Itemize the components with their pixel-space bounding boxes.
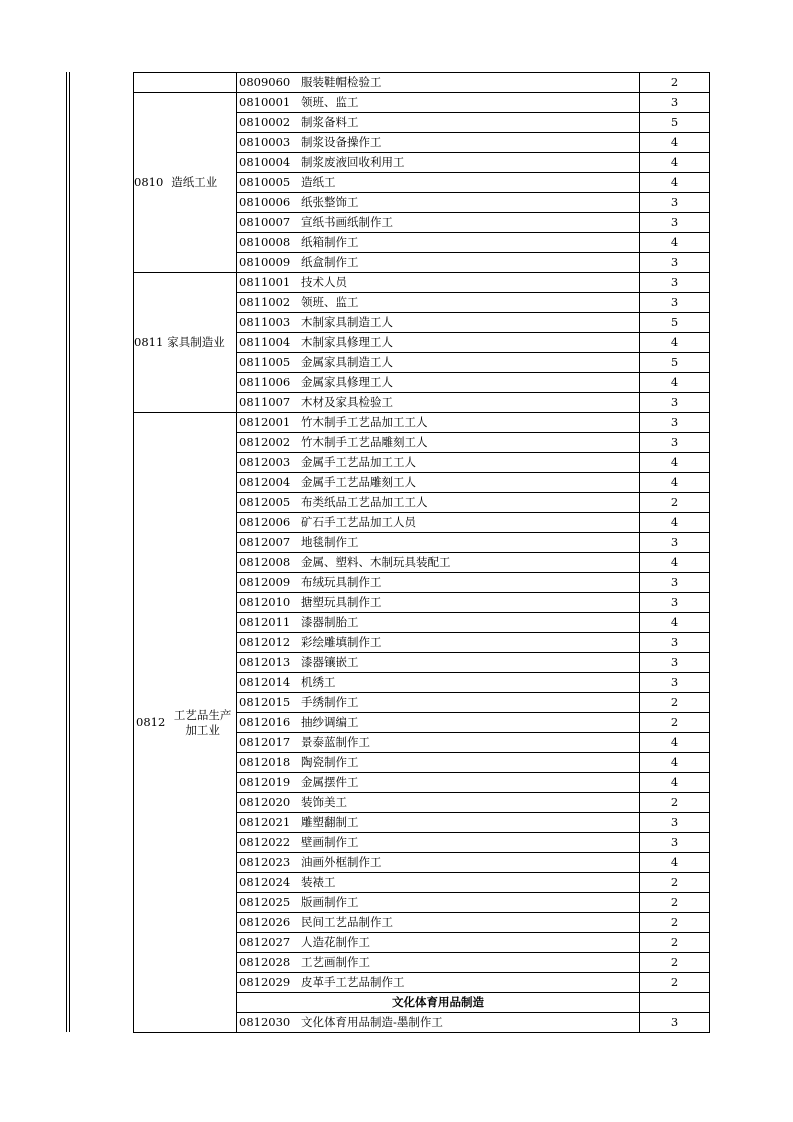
occupation-name: 漆器镶嵌工 <box>301 655 359 669</box>
occupation-code: 0812003 <box>239 455 291 469</box>
occupation-cell <box>237 593 640 613</box>
occupation-code: 0810005 <box>239 175 291 189</box>
risk-level: 4 <box>640 373 710 393</box>
occupation-cell <box>237 73 640 93</box>
left-border-outer <box>66 72 67 1032</box>
occupation-cell <box>237 673 640 693</box>
category-code: 0811 <box>134 335 164 349</box>
category-name-line1: 工艺品生产 <box>173 707 232 722</box>
occupation-name: 装饰美工 <box>301 795 347 809</box>
occupation-cell <box>237 773 640 793</box>
occupation-name: 彩绘雕填制作工 <box>301 635 382 649</box>
occupation-name: 布类纸品工艺品加工工人 <box>301 495 428 509</box>
occupation-name: 领班、监工 <box>301 295 359 309</box>
occupation-cell <box>237 493 640 513</box>
section-header: 文化体育用品制造 <box>237 993 640 1013</box>
occupation-name: 金属手工艺品雕刻工人 <box>301 475 416 489</box>
risk-level: 3 <box>640 573 710 593</box>
risk-level: 4 <box>640 153 710 173</box>
occupation-code: 0812013 <box>239 655 291 669</box>
occupation-name: 矿石手工艺品加工人员 <box>301 515 416 529</box>
occupation-code: 0812011 <box>239 615 291 629</box>
occupation-cell <box>237 133 640 153</box>
risk-level: 4 <box>640 613 710 633</box>
occupation-code: 0812030 <box>239 1015 291 1029</box>
table-row <box>134 73 710 93</box>
occupation-code: 0812020 <box>239 795 291 809</box>
occupation-name: 竹木制手工艺品加工工人 <box>301 415 428 429</box>
occupation-code: 0810002 <box>239 115 291 129</box>
occupation-code: 0812027 <box>239 935 291 949</box>
risk-level: 3 <box>640 193 710 213</box>
occupation-cell <box>237 433 640 453</box>
occupation-cell <box>237 513 640 533</box>
category-code: 0810 <box>134 175 164 189</box>
occupation-cell <box>237 973 640 993</box>
risk-level: 4 <box>640 553 710 573</box>
occupation-code: 0811004 <box>239 335 291 349</box>
occupation-cell <box>237 93 640 113</box>
risk-level: 3 <box>640 533 710 553</box>
occupation-cell <box>237 293 640 313</box>
risk-level: 3 <box>640 813 710 833</box>
occupation-cell <box>237 453 640 473</box>
occupation-cell <box>237 953 640 973</box>
occupation-cell <box>237 693 640 713</box>
risk-level: 4 <box>640 333 710 353</box>
risk-level: 4 <box>640 233 710 253</box>
risk-level: 2 <box>640 973 710 993</box>
occupation-code: 0812026 <box>239 915 291 929</box>
risk-level: 4 <box>640 453 710 473</box>
occupation-code: 0810008 <box>239 235 291 249</box>
risk-level: 3 <box>640 413 710 433</box>
risk-level: 4 <box>640 733 710 753</box>
occupation-cell <box>237 193 640 213</box>
occupation-code: 0811007 <box>239 395 291 409</box>
risk-level: 4 <box>640 173 710 193</box>
occupation-name: 手绣制作工 <box>301 695 359 709</box>
risk-level: 3 <box>640 833 710 853</box>
occupation-code: 0812008 <box>239 555 291 569</box>
occupation-code: 0810004 <box>239 155 291 169</box>
occupation-name: 搪塑玩具制作工 <box>301 595 382 609</box>
occupation-cell <box>237 613 640 633</box>
occupation-cell <box>237 153 640 173</box>
occupation-name: 金属家具制造工人 <box>301 355 393 369</box>
occupation-code: 0811003 <box>239 315 291 329</box>
occupation-code: 0810001 <box>239 95 291 109</box>
occupation-cell <box>237 113 640 133</box>
occupation-name: 抽纱调编工 <box>301 715 359 729</box>
left-border-inner <box>69 72 70 1032</box>
occupation-name: 机绣工 <box>301 675 336 689</box>
occupation-cell <box>237 233 640 253</box>
risk-level: 3 <box>640 293 710 313</box>
occupation-cell <box>237 353 640 373</box>
category-name: 家具制造业 <box>167 335 225 349</box>
occupation-cell <box>237 333 640 353</box>
risk-level: 5 <box>640 113 710 133</box>
occupation-cell <box>237 713 640 733</box>
occupation-code: 0812015 <box>239 695 291 709</box>
occupation-cell <box>237 313 640 333</box>
occupation-code: 0810009 <box>239 255 291 269</box>
category-name: 造纸工业 <box>171 175 218 189</box>
occupation-name: 壁画制作工 <box>301 835 359 849</box>
occupation-cell <box>237 833 640 853</box>
occupation-name: 景泰蓝制作工 <box>301 735 370 749</box>
risk-level: 3 <box>640 653 710 673</box>
occupation-name: 文化体育用品制造-墨制作工 <box>301 1015 443 1029</box>
occupation-code: 0812018 <box>239 755 291 769</box>
risk-level: 3 <box>640 213 710 233</box>
occupation-name: 木制家具修理工人 <box>301 335 393 349</box>
occupation-code: 0812004 <box>239 475 291 489</box>
occupation-cell <box>237 893 640 913</box>
occupation-code: 0812019 <box>239 775 291 789</box>
occupation-cell <box>237 853 640 873</box>
risk-level: 4 <box>640 133 710 153</box>
occupation-code: 0812025 <box>239 895 291 909</box>
risk-level: 2 <box>640 693 710 713</box>
occupation-name: 工艺画制作工 <box>301 955 370 969</box>
occupation-name: 金属手工艺品加工工人 <box>301 455 416 469</box>
occupation-cell <box>237 733 640 753</box>
occupation-cell <box>237 213 640 233</box>
occupation-name: 制浆废液回收利用工 <box>301 155 405 169</box>
occupation-code: 0812001 <box>239 415 291 429</box>
occupation-cell <box>237 373 640 393</box>
risk-level: 3 <box>640 1013 710 1033</box>
risk-level: 2 <box>640 713 710 733</box>
occupation-name: 地毯制作工 <box>301 535 359 549</box>
occupation-name: 制浆设备操作工 <box>301 135 382 149</box>
occupation-cell <box>237 573 640 593</box>
occupation-name: 皮革手工艺品制作工 <box>301 975 405 989</box>
occupation-name: 布绒玩具制作工 <box>301 575 382 589</box>
occupation-name: 纸张整饰工 <box>301 195 359 209</box>
empty-cell <box>640 993 710 1013</box>
occupation-code: 0812023 <box>239 855 291 869</box>
occupation-name: 版画制作工 <box>301 895 359 909</box>
occupation-cell <box>237 813 640 833</box>
risk-level: 4 <box>640 753 710 773</box>
risk-level: 3 <box>640 673 710 693</box>
occupation-code: 0811001 <box>239 275 291 289</box>
risk-level: 3 <box>640 393 710 413</box>
occupation-cell <box>237 533 640 553</box>
occupation-name: 金属、塑料、木制玩具装配工 <box>301 555 451 569</box>
table-row <box>134 93 710 113</box>
occupation-cell <box>237 653 640 673</box>
occupation-name: 木材及家具检验工 <box>301 395 393 409</box>
occupation-code: 0812017 <box>239 735 291 749</box>
occupation-code: 0810003 <box>239 135 291 149</box>
occupation-name: 雕塑翻制工 <box>301 815 359 829</box>
occupation-name: 造纸工 <box>301 175 336 189</box>
occupation-code: 0812012 <box>239 635 291 649</box>
table-row <box>134 273 710 293</box>
occupation-name: 金属家具修理工人 <box>301 375 393 389</box>
occupation-cell <box>237 413 640 433</box>
occupation-name: 技术人员 <box>301 275 347 289</box>
risk-level: 3 <box>640 633 710 653</box>
occupation-cell <box>237 793 640 813</box>
occupation-name: 服装鞋帽检验工 <box>301 75 382 89</box>
occupation-table-body <box>134 73 710 1033</box>
occupation-code: 0812007 <box>239 535 291 549</box>
risk-level: 4 <box>640 473 710 493</box>
occupation-name: 漆器制胎工 <box>301 615 359 629</box>
risk-level: 2 <box>640 873 710 893</box>
occupation-code: 0812002 <box>239 435 291 449</box>
category-code: 0812 <box>136 715 166 729</box>
risk-level: 2 <box>640 953 710 973</box>
occupation-name: 装裱工 <box>301 875 336 889</box>
risk-level: 2 <box>640 933 710 953</box>
occupation-name: 人造花制作工 <box>301 935 370 949</box>
risk-level: 3 <box>640 593 710 613</box>
risk-level: 2 <box>640 493 710 513</box>
table-row <box>134 413 710 433</box>
occupation-cell <box>237 1013 640 1033</box>
occupation-cell <box>237 473 640 493</box>
risk-level: 3 <box>640 93 710 113</box>
occupation-code: 0811002 <box>239 295 291 309</box>
occupation-code: 0812029 <box>239 975 291 989</box>
occupation-name: 金属摆件工 <box>301 775 359 789</box>
occupation-code: 0812010 <box>239 595 291 609</box>
occupation-code: 0812006 <box>239 515 291 529</box>
occupation-name: 纸箱制作工 <box>301 235 359 249</box>
category-cell-0812 <box>134 413 237 1033</box>
category-cell-0811 <box>134 273 237 413</box>
category-cell-0810 <box>134 93 237 273</box>
occupation-cell <box>237 933 640 953</box>
occupation-code: 0812024 <box>239 875 291 889</box>
occupation-code: 0812022 <box>239 835 291 849</box>
occupation-code: 0812014 <box>239 675 291 689</box>
occupation-code: 0812009 <box>239 575 291 589</box>
occupation-cell <box>237 913 640 933</box>
risk-level: 5 <box>640 353 710 373</box>
occupation-code: 0812021 <box>239 815 291 829</box>
occupation-name: 制浆备料工 <box>301 115 359 129</box>
occupation-code: 0810006 <box>239 195 291 209</box>
occupation-code: 0811006 <box>239 375 291 389</box>
category-label <box>134 413 236 1032</box>
occupation-code: 0809060 <box>239 75 291 89</box>
risk-level: 4 <box>640 853 710 873</box>
occupation-code: 0811005 <box>239 355 291 369</box>
occupation-code: 0812005 <box>239 495 291 509</box>
risk-level: 4 <box>640 773 710 793</box>
occupation-name: 领班、监工 <box>301 95 359 109</box>
occupation-code: 0812028 <box>239 955 291 969</box>
occupation-cell <box>237 393 640 413</box>
occupation-name: 纸盒制作工 <box>301 255 359 269</box>
occupation-code: 0810007 <box>239 215 291 229</box>
occupation-name: 民间工艺品制作工 <box>301 915 393 929</box>
occupation-cell <box>237 633 640 653</box>
category-name-line2: 加工业 <box>185 722 220 737</box>
occupation-table <box>133 72 710 1033</box>
risk-level: 2 <box>640 913 710 933</box>
occupation-name: 油画外框制作工 <box>301 855 382 869</box>
occupation-name: 宣纸书画纸制作工 <box>301 215 393 229</box>
risk-level: 3 <box>640 253 710 273</box>
category-name <box>165 708 236 738</box>
occupation-name: 木制家具制造工人 <box>301 315 393 329</box>
occupation-cell <box>237 173 640 193</box>
risk-level: 3 <box>640 273 710 293</box>
occupation-name: 竹木制手工艺品雕刻工人 <box>301 435 428 449</box>
risk-level: 5 <box>640 313 710 333</box>
occupation-code: 0812016 <box>239 715 291 729</box>
occupation-cell <box>237 253 640 273</box>
risk-level: 4 <box>640 513 710 533</box>
risk-level: 2 <box>640 793 710 813</box>
risk-level: 2 <box>640 73 710 93</box>
occupation-cell <box>237 753 640 773</box>
occupation-cell <box>237 273 640 293</box>
occupation-cell <box>237 553 640 573</box>
category-cell-empty <box>134 73 237 93</box>
risk-level: 2 <box>640 893 710 913</box>
occupation-name: 陶瓷制作工 <box>301 755 359 769</box>
occupation-cell <box>237 873 640 893</box>
risk-level: 3 <box>640 433 710 453</box>
